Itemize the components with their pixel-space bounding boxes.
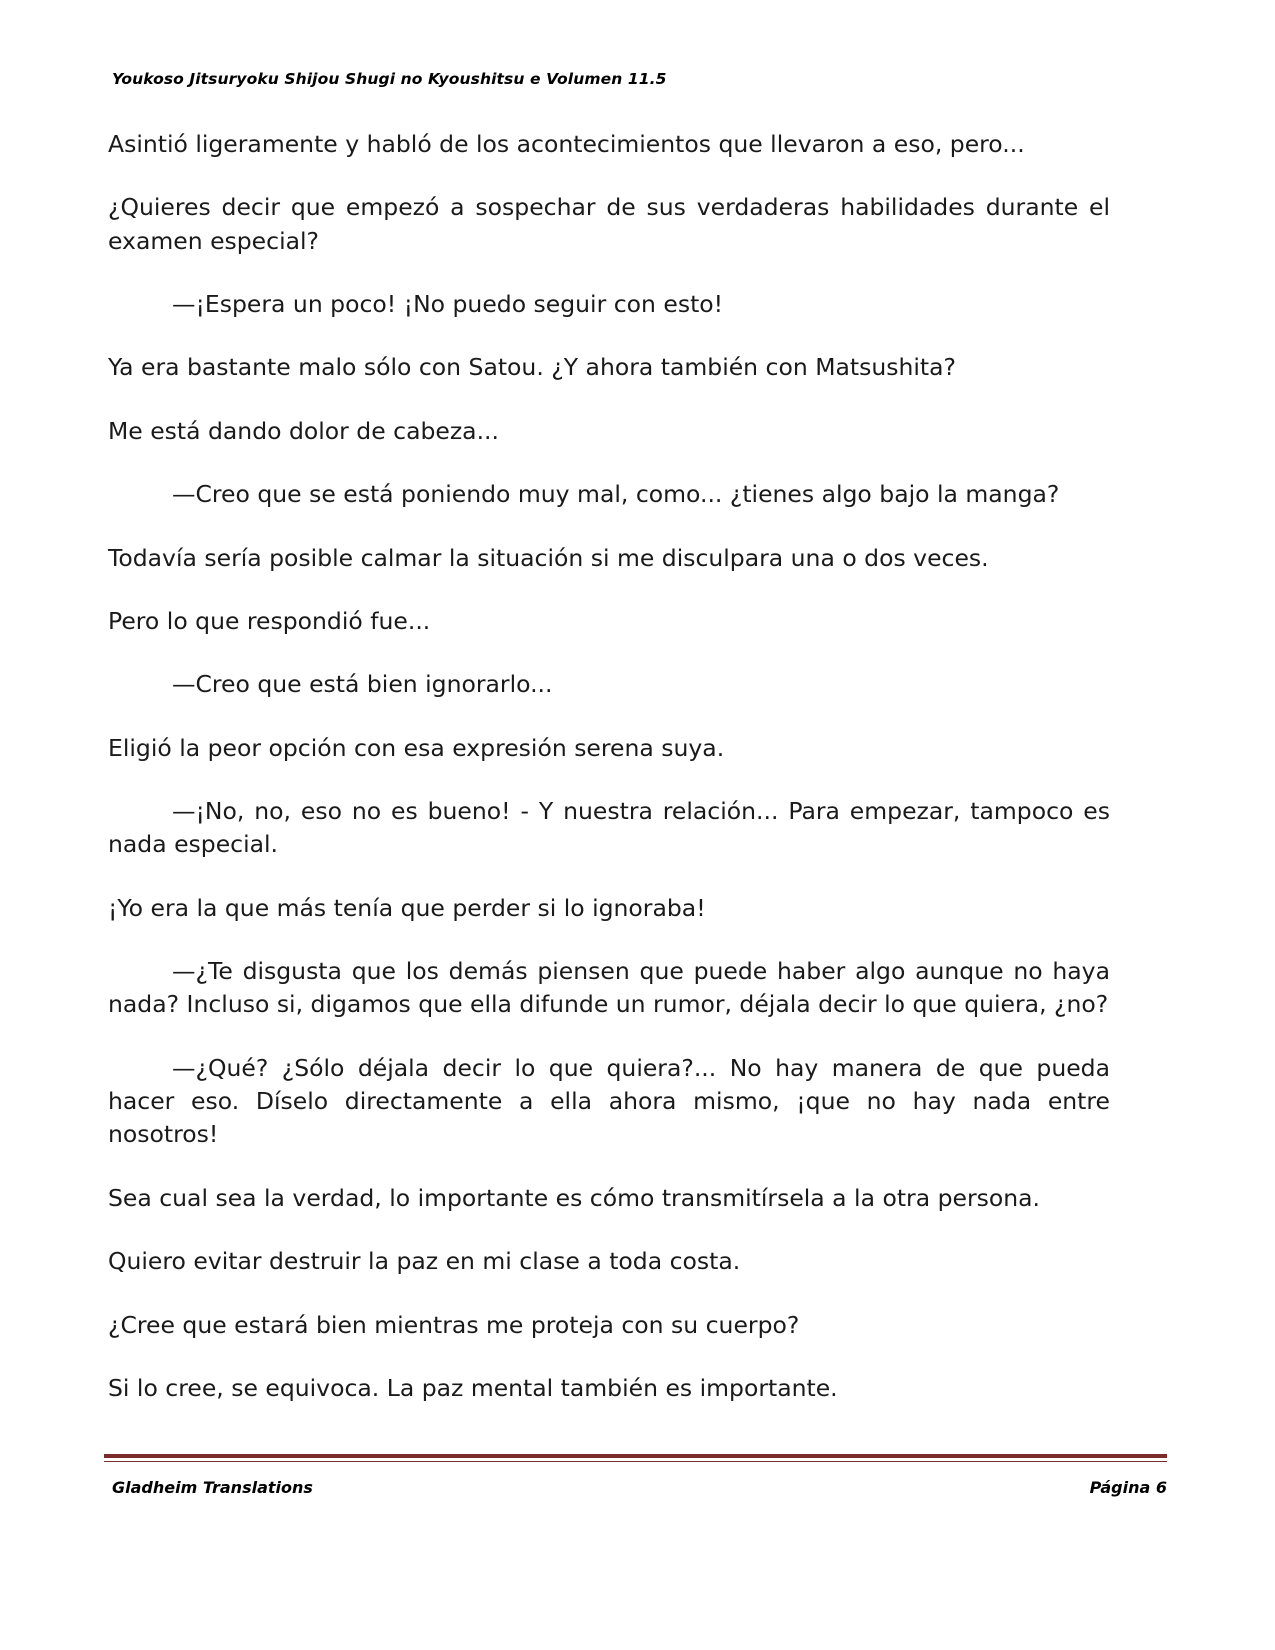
paragraph: —Creo que está bien ignorarlo... xyxy=(172,670,553,699)
page-header xyxy=(112,70,1162,88)
paragraph: —Creo que se está poniendo muy mal, como... ¿tienes algo bajo la manga? xyxy=(172,480,1060,509)
paragraph: Eligió la peor opción con esa expresión serena suya. xyxy=(108,733,725,762)
footer-page-number: Página 6 xyxy=(1089,1478,1167,1497)
paragraph: Pero lo que respondió fue... xyxy=(108,606,431,635)
paragraph: ¿Cree que estará bien mientras me proteja con su cuerpo? xyxy=(108,1310,800,1339)
paragraph: —¡Espera un poco! ¡No puedo seguir con esto! xyxy=(172,290,724,319)
paragraph: Me está dando dolor de cabeza... xyxy=(108,416,499,445)
paragraph: —¡No, no, eso no es bueno! - Y nuestra relación... Para empezar, tampoco es nada especial. xyxy=(108,796,1110,859)
paragraph: Quiero evitar destruir la paz en mi clase a toda costa. xyxy=(108,1247,741,1276)
paragraph: Si lo cree, se equivoca. La paz mental también es importante. xyxy=(108,1373,838,1402)
footer-divider xyxy=(104,1454,1167,1458)
paragraph: Ya era bastante malo sólo con Satou. ¿Y ahora también con Matsushita? xyxy=(108,353,956,382)
paragraph: Sea cual sea la verdad, lo importante es cómo transmitírsela a la otra persona. xyxy=(108,1183,1040,1212)
paragraph: Todavía sería posible calmar la situación si me disculpara una o dos veces. xyxy=(108,543,989,572)
header-title: Youkoso Jitsuryoku Shijou Shugi no Kyoushitsu e Volumen 11.5 xyxy=(112,70,667,88)
paragraph: —¿Qué? ¿Sólo déjala decir lo que quiera?... No hay manera de que pueda hacer eso. Díselo directamente a ella ahora mismo, ¡que no hay nada entre nosotros! xyxy=(108,1053,1110,1149)
footer-divider-thin xyxy=(104,1461,1167,1462)
paragraph: ¿Quieres decir que empezó a sospechar de sus verdaderas habilidades durante el examen especial? xyxy=(108,193,1110,255)
paragraph: ¡Yo era la que más tenía que perder si lo ignoraba! xyxy=(108,893,706,922)
page-body xyxy=(108,128,1110,1405)
paragraph: Asintió ligeramente y habló de los acontecimientos que llevaron a eso, pero... xyxy=(108,130,1025,158)
page-footer xyxy=(112,1478,1167,1497)
footer-translator: Gladheim Translations xyxy=(112,1478,313,1497)
paragraph: —¿Te disgusta que los demás piensen que puede haber algo aunque no haya nada? Incluso si, digamos que ella difunde un rumor, déjala decir lo que quiera, ¿no? xyxy=(108,957,1110,1019)
